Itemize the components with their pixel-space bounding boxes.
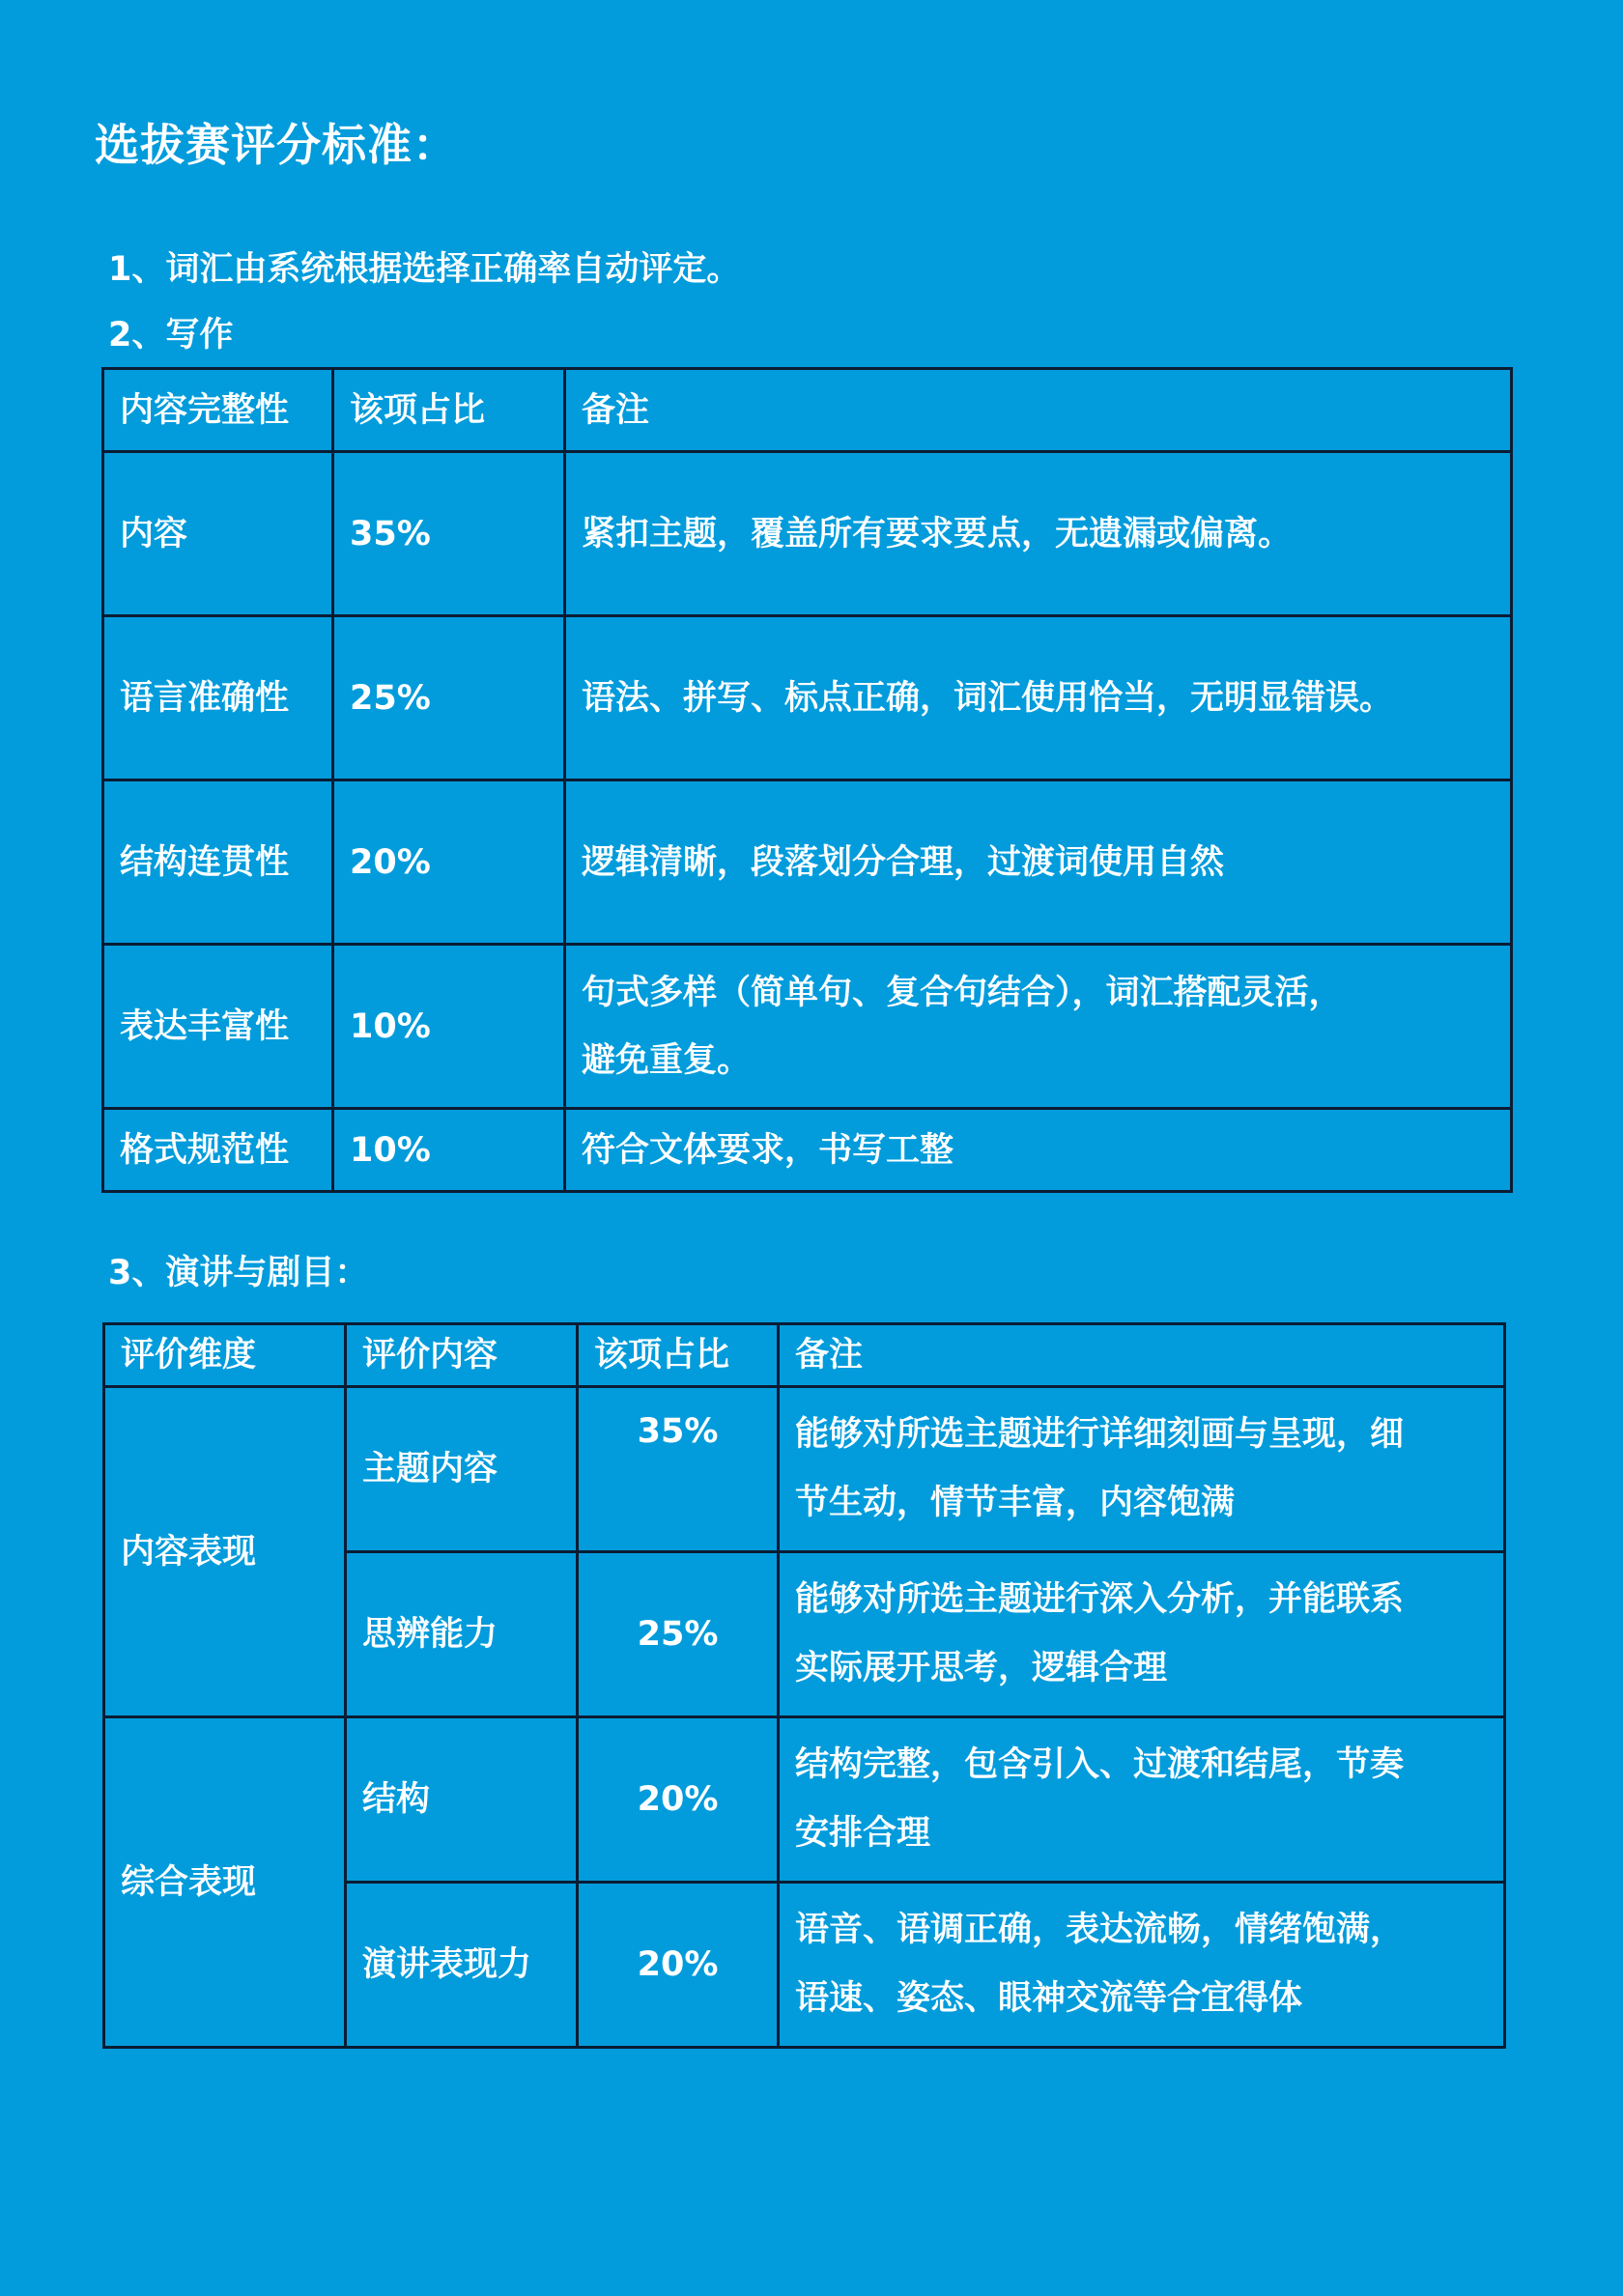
writing-score-table	[101, 367, 1513, 1193]
content-cell: 主题内容	[346, 1387, 578, 1552]
page-title: 选拔赛评分标准：	[95, 119, 458, 171]
content-cell: 思辨能力	[346, 1552, 578, 1717]
note-line: 能够对所选主题进行深入分析，并能联系	[795, 1580, 1405, 1619]
note-line: 能够对所选主题进行详细刻画与呈现，细	[795, 1415, 1405, 1454]
note-cell	[779, 1387, 1505, 1552]
ratio-cell: 35%	[333, 452, 565, 616]
content-cell: 演讲表现力	[346, 1883, 578, 2048]
item-cell: 内容	[103, 452, 333, 616]
note-line: 节生动，情节丰富，内容饱满	[795, 1484, 1236, 1522]
table-header-row	[104, 1324, 1505, 1387]
content-cell: 结构	[346, 1717, 578, 1883]
header-cell: 内容完整性	[103, 369, 333, 452]
table-header-row	[103, 369, 1512, 452]
note-cell	[779, 1883, 1505, 2048]
item-cell: 语言准确性	[103, 616, 333, 780]
item-cell: 结构连贯性	[103, 780, 333, 945]
item-cell: 格式规范性	[103, 1109, 333, 1192]
table-row	[103, 780, 1512, 945]
note-cell: 符合文体要求，书写工整	[565, 1109, 1512, 1192]
item-cell: 表达丰富性	[103, 945, 333, 1109]
note-line: 避免重复。	[582, 1040, 752, 1080]
table-row	[103, 452, 1512, 616]
header-cell: 评价维度	[104, 1324, 346, 1387]
dimension-cell: 内容表现	[104, 1387, 346, 1717]
note-line: 结构完整，包含引入、过渡和结尾，节奏	[795, 1745, 1405, 1784]
ratio-cell: 10%	[333, 1109, 565, 1192]
section-vocab: 1、词汇由系统根据选择正确率自动评定。	[108, 250, 741, 289]
note-line: 句式多样（简单句、复合句结合），词汇搭配灵活，	[582, 973, 1343, 1012]
header-cell: 备注	[565, 369, 1512, 452]
header-cell: 该项占比	[333, 369, 565, 452]
header-cell: 该项占比	[578, 1324, 779, 1387]
note-cell: 语法、拼写、标点正确，词汇使用恰当，无明显错误。	[565, 616, 1512, 780]
table-row	[103, 1109, 1512, 1192]
note-cell	[779, 1717, 1505, 1883]
ratio-cell: 25%	[578, 1552, 779, 1717]
header-cell: 评价内容	[346, 1324, 578, 1387]
note-line: 语音、语调正确，表达流畅，情绪饱满，	[795, 1911, 1405, 1949]
note-cell: 紧扣主题，覆盖所有要求要点，无遗漏或偏离。	[565, 452, 1512, 616]
table-row	[103, 945, 1512, 1109]
note-line: 实际展开思考，逻辑合理	[795, 1649, 1168, 1687]
ratio-cell: 20%	[578, 1883, 779, 2048]
ratio-cell: 25%	[333, 616, 565, 780]
dimension-cell: 综合表现	[104, 1717, 346, 2048]
ratio-cell: 10%	[333, 945, 565, 1109]
ratio-cell: 20%	[333, 780, 565, 945]
note-cell: 逻辑清晰，段落划分合理，过渡词使用自然	[565, 780, 1512, 945]
table-row	[104, 1717, 1505, 1883]
table-row	[103, 616, 1512, 780]
ratio-cell: 35%	[578, 1387, 779, 1552]
section-speech: 3、演讲与剧目：	[108, 1254, 369, 1292]
header-cell: 备注	[779, 1324, 1505, 1387]
ratio-cell: 20%	[578, 1717, 779, 1883]
table-row	[104, 1387, 1505, 1552]
note-cell	[565, 945, 1512, 1109]
note-line: 语速、姿态、眼神交流等合宜得体	[795, 1979, 1303, 2018]
note-cell	[779, 1552, 1505, 1717]
note-line: 安排合理	[795, 1814, 931, 1853]
section-writing: 2、写作	[108, 316, 234, 354]
speech-score-table	[102, 1322, 1506, 2049]
